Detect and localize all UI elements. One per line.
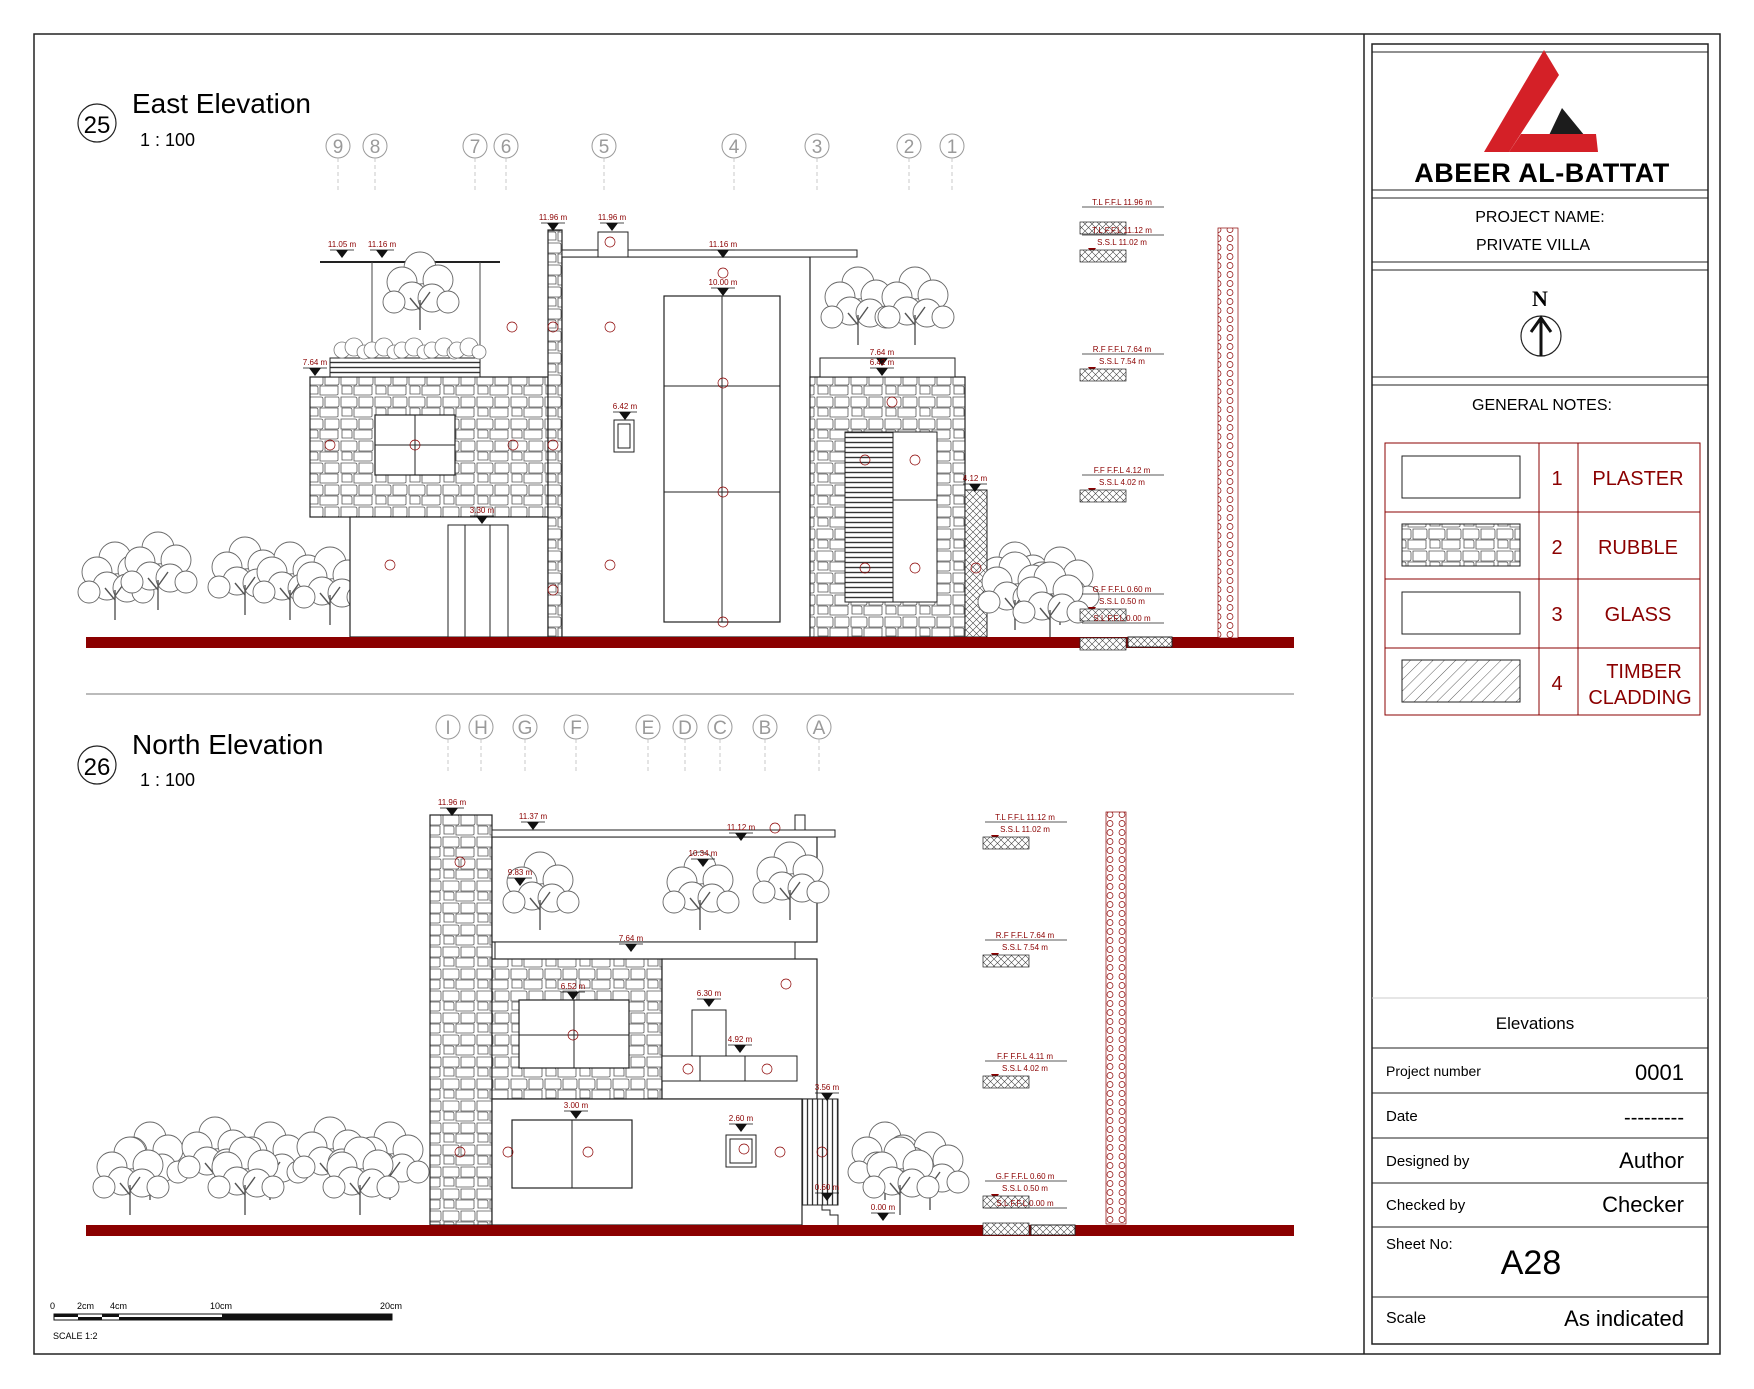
level-label: 3.30 m <box>469 506 495 515</box>
grid-label: I <box>445 718 451 739</box>
grid-label: 8 <box>369 137 381 158</box>
level-marker-icon <box>600 223 624 231</box>
svg-text:2cm: 2cm <box>77 1301 95 1311</box>
level-marker-icon <box>330 250 354 258</box>
north-view-title: North Elevation <box>132 729 324 760</box>
scale-bar <box>50 1301 402 1341</box>
sheet-no-label: Sheet No: <box>1386 1236 1453 1253</box>
level-legend-text: G.F F.F.L 0.60 m <box>995 1172 1055 1181</box>
level-label: 11.37 m <box>518 812 548 821</box>
svg-text:1: 1 <box>1551 468 1563 490</box>
grid-label: 9 <box>332 137 344 158</box>
grid-label: C <box>713 718 727 739</box>
level-legend-text: G.F F.F.L 0.60 m <box>1092 585 1152 594</box>
level-legend-text: S.S.L 4.02 m <box>1002 1064 1048 1073</box>
grid-label: E <box>641 718 655 739</box>
scale-bar-label: SCALE 1:2 <box>53 1331 98 1341</box>
date-label: Date <box>1386 1108 1418 1125</box>
designed-by-label: Designed by <box>1386 1153 1470 1170</box>
east-view-number: 25 <box>83 112 111 139</box>
grid-label: 3 <box>811 137 823 158</box>
north-elevation <box>78 715 1294 1236</box>
svg-text:4: 4 <box>1551 673 1563 695</box>
material-timber: TIMBER <box>1606 661 1682 683</box>
level-label: 7.64 m <box>302 358 328 367</box>
grid-label: H <box>474 718 488 739</box>
level-label: 6.42 m <box>612 402 638 411</box>
project-name: PRIVATE VILLA <box>1475 237 1591 254</box>
grid-label: 1 <box>946 137 958 158</box>
level-label: 0.00 m <box>870 1203 896 1212</box>
east-view-scale: 1 : 100 <box>140 130 196 150</box>
north-view-number: 26 <box>83 754 111 781</box>
grid-label: G <box>517 718 533 739</box>
level-label: 7.64 m <box>618 934 644 943</box>
level-label: 10.00 m <box>708 278 738 287</box>
east-view-title: East Elevation <box>132 88 311 119</box>
timber-swatch <box>1402 660 1520 702</box>
level-label: 6.52 m <box>560 982 586 991</box>
scale-label: Scale <box>1386 1310 1427 1327</box>
level-legend-text: S.S.L 0.50 m <box>1002 1184 1048 1193</box>
north-grid-bubbles <box>436 715 831 772</box>
level-label: 9.83 m <box>507 868 533 877</box>
level-legend-text: S.S.L 4.02 m <box>1099 478 1145 487</box>
level-label: 11.05 m <box>327 240 357 249</box>
grid-label: F <box>570 718 582 739</box>
materials-legend <box>1385 443 1700 715</box>
level-legend-text: S.S.L 11.02 m <box>1097 238 1147 247</box>
level-label: 3.56 m <box>814 1083 840 1092</box>
level-legend-text: S.S.L 7.54 m <box>1002 943 1048 952</box>
level-label: 7.64 m <box>869 348 895 357</box>
level-marker-icon <box>521 822 545 830</box>
level-legend-text: F.F F.F.L 4.11 m <box>996 1052 1054 1061</box>
north-level-legend <box>983 813 1067 1235</box>
north-ground-line <box>86 1225 1294 1236</box>
checked-by-label: Checked by <box>1386 1197 1466 1214</box>
grid-label: 7 <box>469 137 481 158</box>
level-label: 6.42 m <box>869 358 895 367</box>
title-block <box>1372 44 1708 1344</box>
checked-by-value: Checker <box>1602 1192 1684 1217</box>
material-cladding: CLADDING <box>1588 687 1692 709</box>
svg-text:3: 3 <box>1551 604 1563 626</box>
level-label: 11.16 m <box>367 240 397 249</box>
level-label: 3.00 m <box>563 1101 589 1110</box>
grid-label: 5 <box>598 137 610 158</box>
glass-swatch <box>1402 592 1520 634</box>
level-label: 4.12 m <box>962 474 988 483</box>
level-legend-text: S.S.L 7.54 m <box>1099 357 1145 366</box>
grid-label: 6 <box>500 137 512 158</box>
grid-label: 2 <box>903 137 915 158</box>
svg-text:4cm: 4cm <box>110 1301 128 1311</box>
designed-by-value: Author <box>1619 1148 1684 1173</box>
level-label: 6.30 m <box>696 989 722 998</box>
level-legend-text: F.F F.F.L 4.12 m <box>1093 466 1151 475</box>
svg-text:10cm: 10cm <box>210 1301 233 1311</box>
level-label: 11.96 m <box>437 798 467 807</box>
level-marker-icon <box>871 1213 895 1221</box>
north-letter: N <box>1532 286 1548 311</box>
company-logo <box>1484 50 1598 152</box>
material-plaster: PLASTER <box>1592 468 1684 490</box>
scale-value: As indicated <box>1564 1306 1684 1331</box>
level-label: 11.12 m <box>726 823 756 832</box>
date-value: --------- <box>1624 1107 1684 1129</box>
east-elevation <box>78 88 1294 650</box>
level-legend-text: S.S.L 0.50 m <box>1099 597 1145 606</box>
north-view-scale: 1 : 100 <box>140 770 196 790</box>
grid-label: B <box>758 718 772 739</box>
east-grid-bubbles <box>326 134 964 191</box>
east-level-legend <box>1080 198 1164 650</box>
level-label: 2.60 m <box>728 1114 754 1123</box>
level-legend-text: R.F F.F.L 7.64 m <box>1092 345 1152 354</box>
svg-text:0: 0 <box>50 1301 56 1311</box>
grid-label: A <box>812 718 826 739</box>
company-name: ABEER AL-BATTAT <box>1414 158 1670 188</box>
level-legend-text: T.L F.F.L 11.12 m <box>1092 226 1152 235</box>
level-legend-text: S.L F.F.L 0.00 m <box>996 1199 1054 1208</box>
level-marker-icon <box>370 250 394 258</box>
sheet-title: Elevations <box>1495 1014 1575 1033</box>
level-legend-text: R.F F.F.L 7.64 m <box>995 931 1055 940</box>
sheet-no-value: A28 <box>1500 1244 1562 1282</box>
grid-label: D <box>678 718 692 739</box>
level-legend-text: S.L F.F.L 0.00 m <box>1093 614 1151 623</box>
level-label: 4.92 m <box>727 1035 753 1044</box>
north-arrow-icon <box>1521 286 1561 356</box>
level-legend-text: T.L F.F.L 11.96 m <box>1092 198 1152 207</box>
level-legend-text: S.S.L 11.02 m <box>1000 825 1050 834</box>
material-glass: GLASS <box>1604 604 1672 626</box>
level-label: 0.60 m <box>814 1183 840 1192</box>
level-label: 11.16 m <box>708 240 738 249</box>
svg-text:20cm: 20cm <box>380 1301 403 1311</box>
project-number-value: 0001 <box>1635 1060 1684 1085</box>
level-marker-icon <box>303 368 327 376</box>
level-label: 10.34 m <box>688 849 718 858</box>
material-rubble: RUBBLE <box>1597 537 1679 559</box>
level-legend-text: T.L F.F.L 11.12 m <box>995 813 1055 822</box>
level-label: 11.96 m <box>597 213 627 222</box>
svg-text:2: 2 <box>1551 537 1563 559</box>
general-notes-label: GENERAL NOTES: <box>1472 397 1612 414</box>
rubble-swatch <box>1402 524 1520 566</box>
project-number-label: Project number <box>1386 1063 1481 1079</box>
plaster-swatch <box>1402 456 1520 498</box>
project-name-label: PROJECT NAME: <box>1475 209 1605 226</box>
level-label: 11.96 m <box>538 213 568 222</box>
grid-label: 4 <box>728 137 740 158</box>
